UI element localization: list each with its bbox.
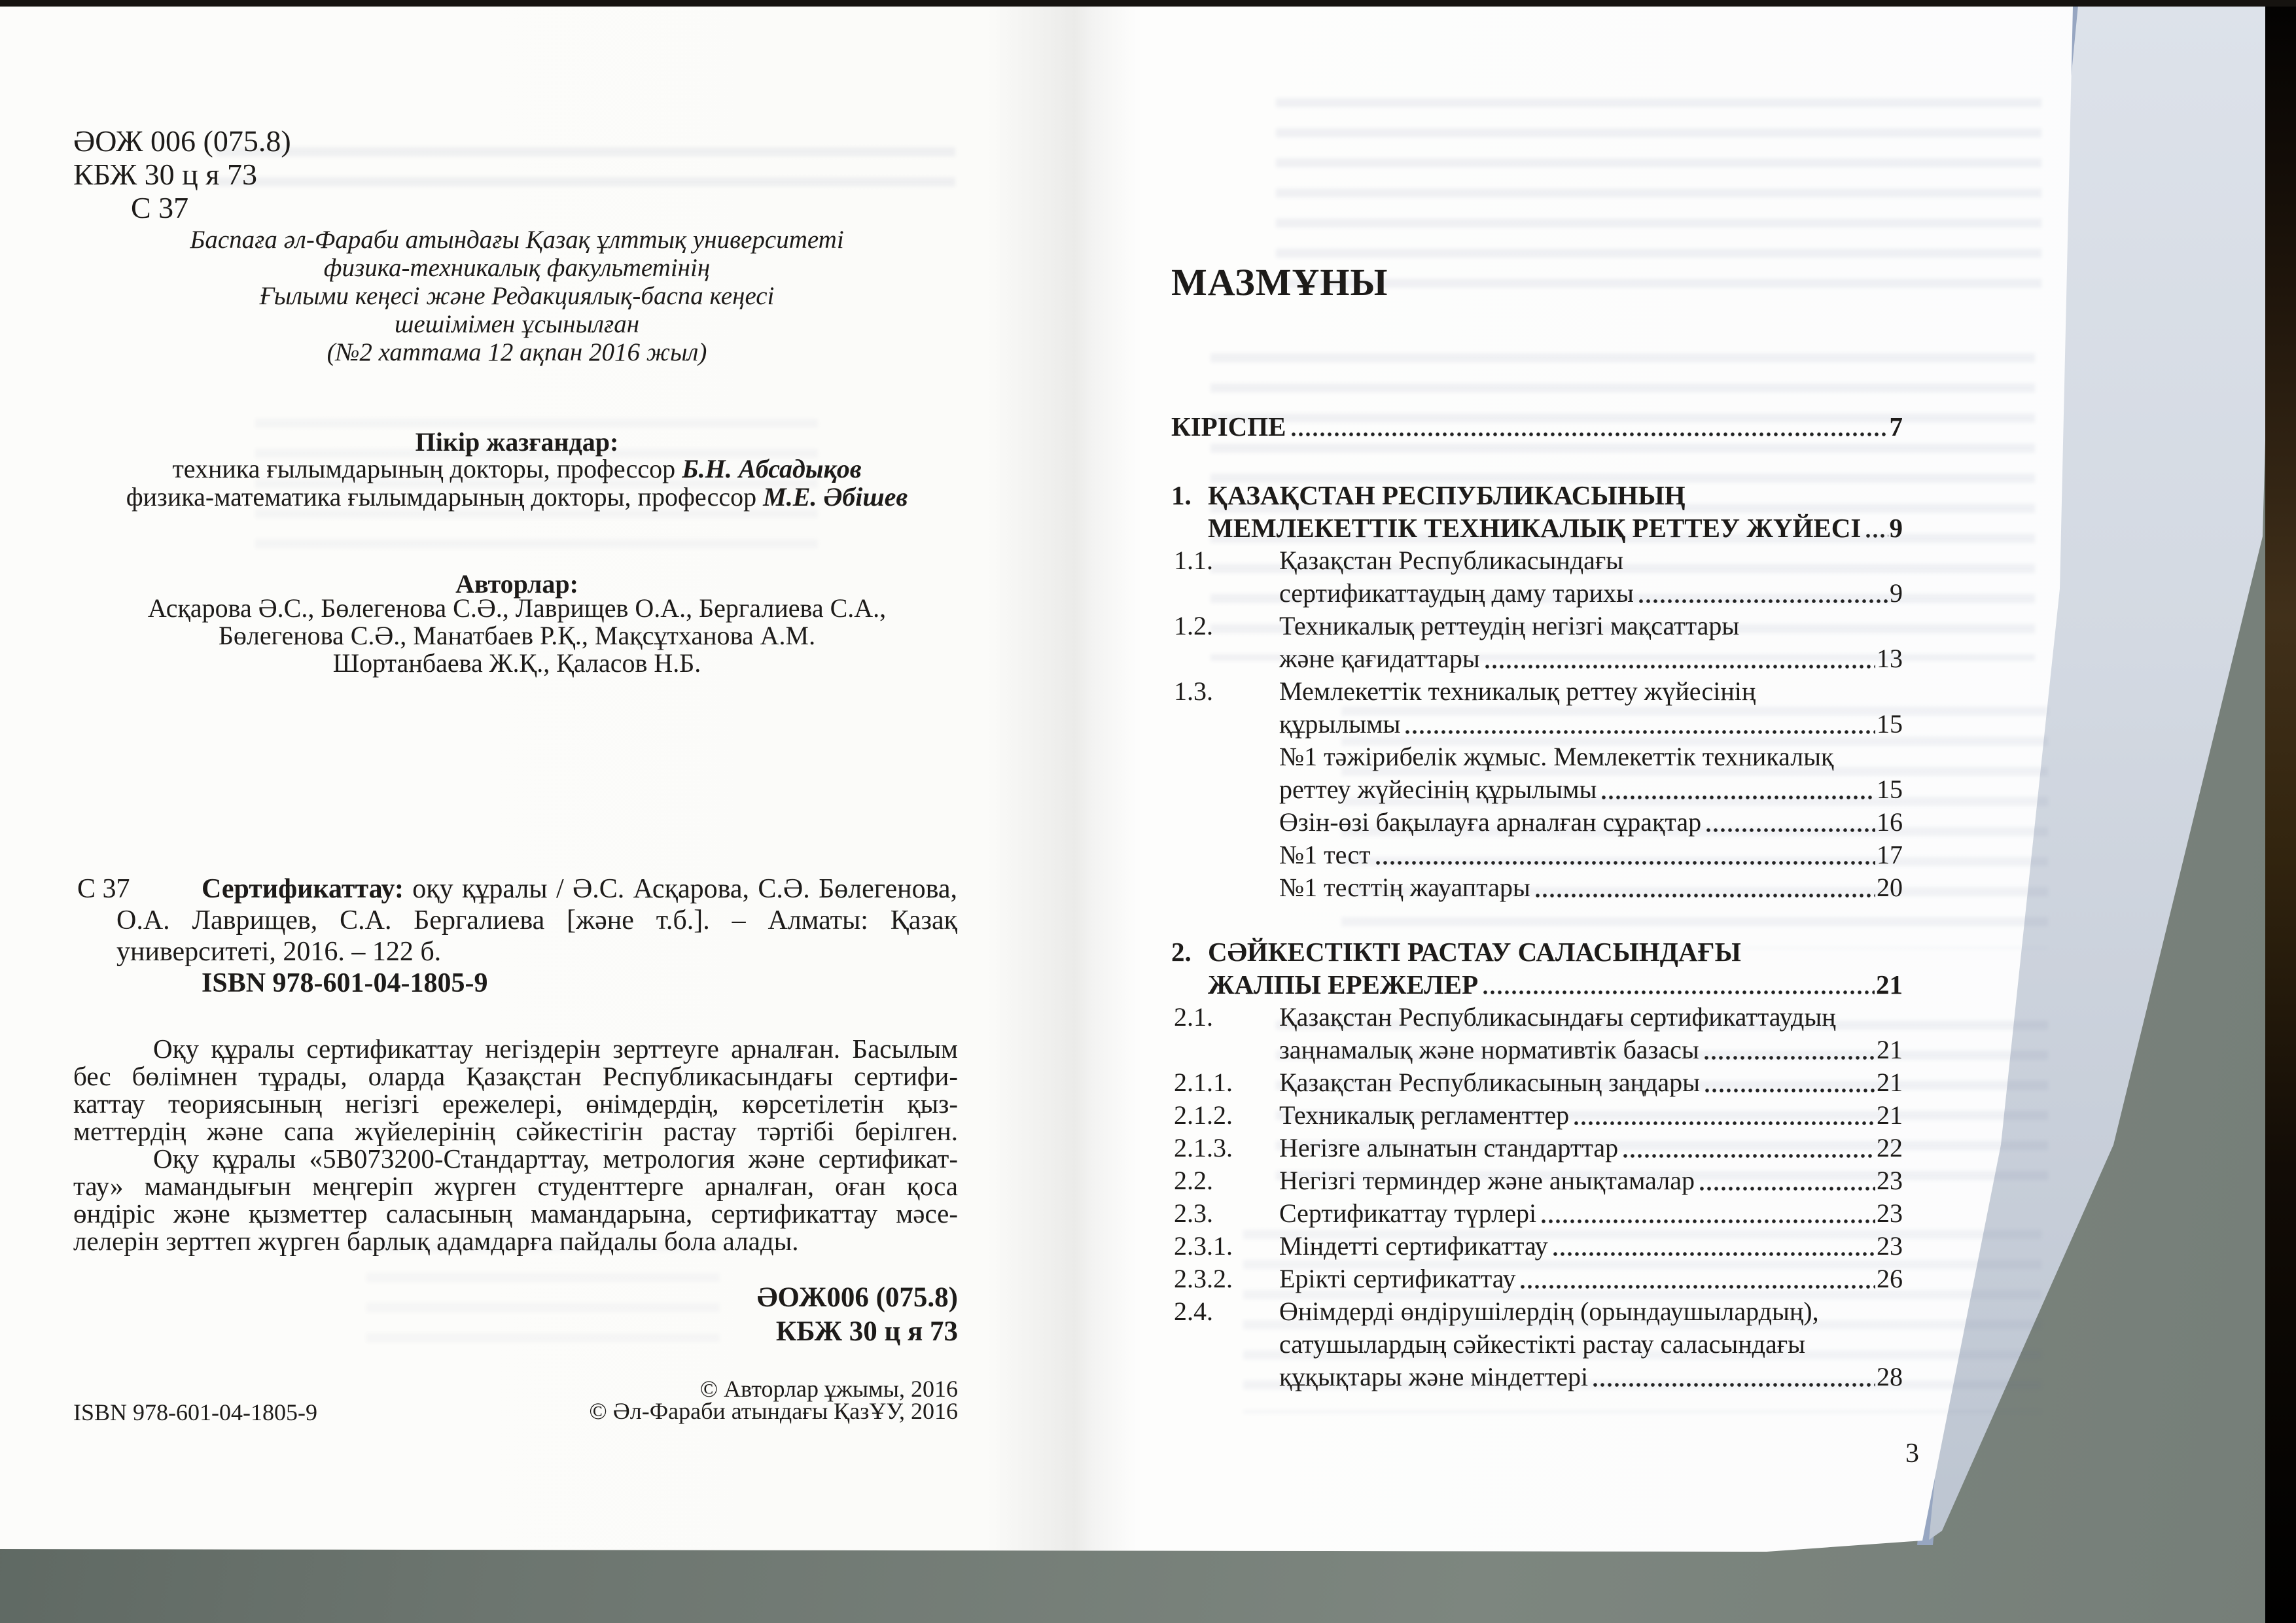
toc-entry-line [1279,773,1903,806]
annotation-line: каттау теориясының негізгі ережелері, өнімдердің, көрсетілетін қыз- [73,1089,958,1119]
toc-entry-number: 1. [1171,480,1192,510]
toc-entry-line [1279,1132,1903,1164]
toc-entry-page: 21 [1876,969,1903,1000]
book-title: Сертификаттау: [202,874,404,904]
catalog-line: О.А. Лаврищев, С.А. Бергалиева [және т.б.]. – Алматы: Қазақ [116,905,957,935]
toc-entry-line: Техникалық реттеудің негізгі мақсаттары [1279,611,1740,640]
dot-leader [1484,663,1875,671]
toc-entry [1171,1197,1903,1230]
toc-entry-number: 2.2. [1174,1166,1213,1195]
authors-line: Бөлегенова С.Ә., Манатбаев Р.Қ., Мақсұтханова А.М. [218,621,816,650]
toc-entry-page: 21 [1877,1100,1903,1130]
dot-leader [1573,1119,1875,1128]
imprint-line: шешімімен ұсынылған [394,310,640,338]
toc-entry [1171,1001,1903,1066]
reviewers-list [75,455,959,511]
toc-entry-line: ҚАЗАҚСТАН РЕСПУБЛИКАСЫНЫҢ [1208,480,1686,510]
toc-entry-page: 23 [1877,1198,1903,1228]
toc-entry-title: Сертификаттау түрлері [1279,1198,1537,1228]
imprint-line: физика-техникалық факультетінің [323,254,711,282]
toc-entry-page: 21 [1877,1068,1903,1097]
dot-leader [1375,859,1875,867]
toc-entry-page: 17 [1877,840,1903,869]
annotation-line: Оқу құралы «5В073200-Стандарттау, метрология және сертификат- [153,1143,958,1174]
toc-entry-line [1279,806,1903,839]
toc-entry-number: 2.1.1. [1174,1068,1233,1097]
dot-leader [1699,1185,1875,1193]
annotation-line: өндіріс және қызметтер саласының мамандарына, сертификаттау мәсе- [73,1198,958,1229]
udc-block [73,124,291,224]
annotation-line: тау» мамандығын меңгеріп жүрген студенттерге арналған, оған қоса [73,1171,958,1201]
toc-entry-page: 15 [1877,775,1903,804]
imprint-line: Баспаға әл-Фараби атындағы Қазақ ұлттық университеті [190,226,844,254]
copyright-line: © Авторлар ұжымы, 2016 [699,1376,958,1402]
catalog-line-rest: оқу құралы / Ә.С. Асқарова, С.Ә. Бөлегенова, [403,874,957,904]
toc-entry [1171,610,1903,675]
annotation-line: бес бөлімнен тұрады, оларда Қазақстан Республикасындағы сертифи- [73,1061,958,1091]
catalog-card [116,873,957,999]
toc-entry-page: 15 [1877,709,1903,739]
toc-entry-number: 1.2. [1174,611,1213,640]
toc-entry-number: 2.3.2. [1174,1264,1233,1293]
toc-list [1171,410,1903,1393]
toc-entry-title: Негізге алынатын стандарттар [1279,1133,1619,1162]
isbn-footer: ISBN 978-601-04-1805-9 [73,1399,317,1425]
toc-entry-line: СӘЙКЕСТІКТІ РАСТАУ САЛАСЫНДАҒЫ [1208,937,1741,967]
toc-heading: МАЗМҰНЫ [1171,261,1388,304]
toc-entry-page: 7 [1889,411,1903,442]
author-sign-line: С 37 [131,191,189,224]
dot-leader [1534,892,1875,900]
toc-entry-number: 2.1.2. [1174,1100,1233,1130]
authors-heading: Авторлар: [455,569,578,599]
reviewers-heading: Пікір жазғандар: [415,427,619,457]
toc-entry-number: 1.3. [1174,676,1213,706]
toc-entry-line: Қазақстан Республикасындағы сертификаттаудың [1279,1002,1836,1032]
annotation-line: меттердің және сапа жүйелерінің сәйкестігін растау тәртібі берілген. [73,1116,958,1146]
toc-entry-title: сертификаттаудың даму тарихы [1279,578,1634,608]
toc-entry [1171,675,1903,741]
toc-entry-page: 21 [1877,1035,1903,1064]
toc-entry-page: 23 [1877,1231,1903,1261]
dot-leader [1482,988,1875,997]
toc-entry [1171,806,1903,839]
toc-entry [1171,1164,1903,1197]
udc-footer [73,1281,958,1349]
toc-entry [1171,741,1903,806]
toc-entry-line [1208,968,1903,1001]
authors-list [75,595,959,677]
scan-top-edge [0,0,2296,7]
reviewer-line [75,455,959,483]
toc-entry-line [1279,1361,1903,1393]
toc-entry-title: КІРІСПЕ [1171,411,1286,442]
toc-entry-page: 9 [1890,578,1903,608]
reviewer-line [75,483,959,511]
toc-entry-title: Негізгі терминдер және анықтамалар [1279,1166,1695,1195]
toc-entry-title: Міндетті сертификаттау [1279,1231,1548,1261]
catalog-line [116,873,957,905]
toc-entry-title: Ерікті сертификаттау [1279,1264,1516,1293]
dot-leader [1865,532,1888,540]
toc-entry-number: 2.3.1. [1174,1231,1233,1261]
dot-leader [1519,1283,1875,1291]
toc-entry-page: 22 [1877,1133,1903,1162]
toc-entry-line: №1 тәжірибелік жұмыс. Мемлекеттік техникалық [1279,742,1834,771]
toc-entry-line [1279,1263,1903,1295]
reviewer-title: физика-математика ғылымдарының докторы, профессор [126,482,764,512]
toc-entry [1171,410,1903,443]
toc-entry-title: МЕМЛЕКЕТТІК ТЕХНИКАЛЫҚ РЕТТЕУ ЖҮЙЕСІ [1208,513,1862,543]
toc-entry [1171,839,1903,871]
toc-entry-line [1279,708,1903,741]
toc-entry-number: 2.1. [1174,1002,1213,1032]
dot-leader [1592,1381,1875,1389]
dot-leader [1622,1152,1875,1161]
toc-entry-line: Өнімдерді өндірушілердің (орындаушылардың), [1279,1297,1819,1326]
toc-entry-number: 2.3. [1174,1198,1213,1228]
reviewer-name: М.Е. Әбішев [763,482,908,512]
annotation-line: лелерін зерттеп жүрген барлық адамдарға пайдалы бола алады. [73,1226,799,1256]
bbk-line: КБЖ 30 ц я 73 [73,158,257,191]
toc-entry-title: Өзін-өзі бақылауға арналған сұрақтар [1279,807,1702,837]
toc-entry-line [1279,1099,1903,1132]
udc-line: ӘОЖ 006 (075.8) [73,124,291,158]
imprint-statement [75,226,959,366]
toc-entry-page: 26 [1877,1264,1903,1293]
dot-leader [1540,1217,1875,1226]
copyright-line: © Әл-Фараби атындағы ҚазҰУ, 2016 [589,1398,958,1424]
annotation [73,1035,958,1255]
toc-entry-line [1279,1034,1903,1066]
toc-entry-title: Қазақстан Республикасының заңдары [1279,1068,1700,1097]
reviewer-title: техника ғылымдарының докторы, профессор [172,454,682,483]
toc-entry-line: сатушылардың сәйкестікті растау саласындағы [1279,1329,1806,1359]
toc-entry-number: 1.1. [1174,546,1213,575]
toc-entry [1171,1066,1903,1099]
toc-entry-title: №1 тесттің жауаптары [1279,873,1530,902]
dot-leader [1600,794,1875,802]
annotation-line: Оқу құралы сертификаттау негіздерін зерттеуге арналған. Басылым [153,1034,958,1064]
toc-entry-line: Қазақстан Республикасындағы [1279,546,1624,575]
toc-entry-line [1171,410,1903,443]
authors-line: Асқарова Ә.С., Бөлегенова С.Ә., Лаврищев О.А., Бергалиева С.А., [147,593,887,623]
toc-entry [1171,479,1903,544]
catalog-code: С 37 [77,874,130,904]
dot-leader [1704,1087,1875,1095]
toc-entry [1171,1295,1903,1393]
catalog-line: университеті, 2016. – 122 б. [116,937,442,967]
toc-entry-number: 2. [1171,937,1192,967]
isbn-line: ISBN 978-601-04-1805-9 [202,968,488,998]
toc-entry [1171,1230,1903,1263]
toc-entry-title: ЖАЛПЫ ЕРЕЖЕЛЕР [1208,969,1479,1000]
dot-leader [1290,430,1888,439]
reviewer-name: Б.Н. Абсадықов [682,454,862,483]
dot-leader [1552,1250,1875,1259]
toc-entry-page: 28 [1877,1362,1903,1391]
page-number: 3 [1905,1439,1919,1469]
scan-dark-edge [2265,0,2296,1623]
toc-entry-number: 2.4. [1174,1297,1213,1326]
udc-footer-line: ӘОЖ006 (075.8) [756,1282,958,1313]
toc-entry-title: Техникалық регламенттер [1279,1100,1570,1130]
toc-entry-line [1208,512,1903,544]
toc-entry-line [1279,642,1903,675]
toc-entry-line [1279,871,1903,904]
toc-entry [1171,935,1903,1001]
toc-entry [1171,871,1903,904]
toc-entry-line [1279,1230,1903,1263]
toc-entry [1171,1099,1903,1132]
imprint-line: Ғылыми кеңесі және Редакциялық-баспа кеңесі [259,282,775,310]
toc-entry-line [1279,1164,1903,1197]
toc-entry-title: заңнамалық және нормативтік базасы [1279,1035,1699,1064]
toc-entry-line [1279,1197,1903,1230]
toc-entry-line [1279,1066,1903,1099]
toc-entry-page: 13 [1877,644,1903,673]
toc-entry [1171,544,1903,610]
toc-entry-line [1279,577,1903,610]
toc-entry-title: құқықтары және міндеттері [1279,1362,1589,1391]
toc-entry [1171,1263,1903,1295]
toc-entry-line [1279,839,1903,871]
imprint-line: (№2 хаттама 12 ақпан 2016 жыл) [327,338,707,366]
toc-entry-page: 9 [1889,513,1903,543]
toc-entry-page: 16 [1877,807,1903,837]
toc-entry-title: реттеу жүйесінің құрылымы [1279,775,1597,804]
toc-entry-title: құрылымы [1279,709,1401,739]
toc-entry-page: 23 [1877,1166,1903,1195]
dot-leader [1404,728,1875,737]
dot-leader [1703,1054,1875,1062]
toc-entry-title: №1 тест [1279,840,1371,869]
toc-entry-line: Мемлекеттік техникалық реттеу жүйесінің [1279,676,1756,706]
bbk-footer-line: КБЖ 30 ц я 73 [775,1316,958,1347]
dot-leader [1705,826,1875,835]
authors-line: Шортанбаева Ж.Қ., Қаласов Н.Б. [332,648,701,678]
dot-leader [1638,597,1888,606]
toc-entry-title: және қағидаттары [1279,644,1480,673]
toc-entry [1171,1132,1903,1164]
toc-entry-page: 20 [1877,873,1903,902]
toc-entry-number: 2.1.3. [1174,1133,1233,1162]
